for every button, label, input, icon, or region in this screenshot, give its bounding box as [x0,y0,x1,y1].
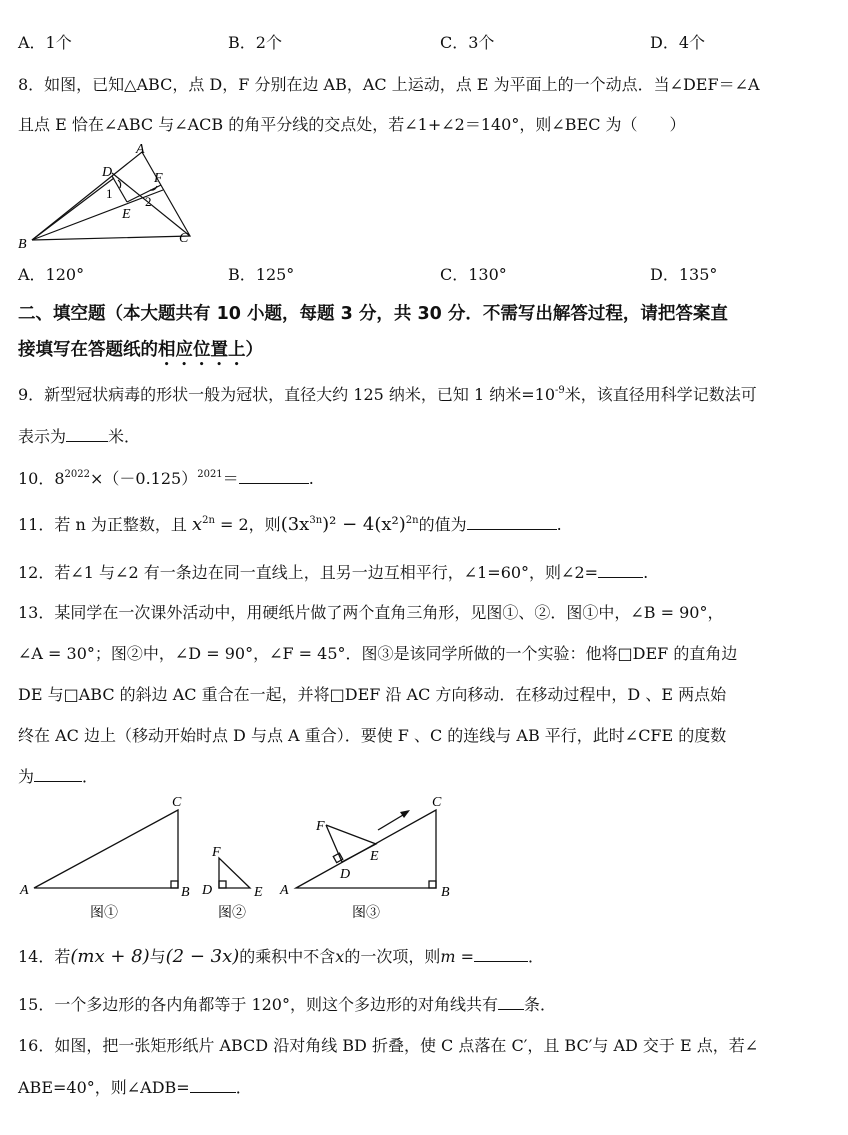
q11-expr-exp1: 3n [309,515,323,526]
q11-mid: ，则 [248,515,281,534]
section2-heading-line2 [18,336,263,370]
q14-pre: 14．若 [18,947,71,966]
q16-line2-post: ． [235,1078,252,1097]
q9-line2 [18,424,140,447]
svg-text:D: D [202,883,213,898]
q15-line [18,992,556,1015]
q14-answer-blank[interactable] [474,947,528,962]
q11-expr-mid: )² − 4(x²) [322,514,406,535]
q13-answer-blank[interactable] [34,767,82,782]
svg-text:E: E [254,885,263,900]
svg-text:F: F [316,819,325,834]
q9-answer-blank[interactable] [66,427,108,442]
q13-caption-1: 图① [90,906,118,921]
q7-option-c: C．3个 [440,33,495,52]
q10-line: 10．$8^{2022}\times(-0.125)^{2021}=$ . [18,469,314,488]
q12-answer-blank[interactable] [598,563,643,578]
q8-label-d: D [102,165,113,180]
q14-mid1: 与 [149,947,166,966]
q8-label-1: 1 [106,186,113,201]
q9-line2-post: 米． [108,427,141,446]
q8-label-b: B [18,237,27,250]
q8-text-line1: 8．如图，已知△ABC，点 D，F 分别在边 AB，AC 上运动，点 E 为平面上的一个动点．当∠DEF＝∠A [18,75,760,94]
svg-text:B: B [181,885,190,900]
q14-x: x [335,947,345,966]
q12-text: 12．若∠1 与∠2 有一条边在同一直线上，且另一边互相平行，∠1=60°，则∠2= [18,563,599,582]
q13-line4: 终在 AC 边上（移动开始时点 D 与点 A 重合）．要使 F 、C 的连线与 AB 平行，此时∠CFE 的度数 [18,726,727,745]
q11-cond-eq: = 2 [214,515,249,534]
svg-text:A: A [20,883,29,898]
q13-figures [14,790,454,925]
q14-mid2: 的乘积中不含 [239,947,336,966]
q13-line1: 13．某同学在一次课外活动中，用硬纸片做了两个直角三角形，见图①、②．图①中，∠B = 90°， [18,603,724,622]
svg-text:A: A [280,883,289,898]
q10-mid: ×（－0.125） [90,469,198,488]
svg-text:D: D [340,867,351,882]
q8-figure [14,140,204,250]
q10-exp1: 2022 [64,469,90,480]
q14-line [18,944,544,967]
q8-label-c: C [179,231,189,246]
q11-expr: (3x [280,514,310,535]
q9-exponent: -9 [555,385,565,396]
q16-line2-pre: ABE=40°，则∠ADB= [18,1078,190,1097]
section2-line2-post: ） [245,340,263,360]
q11-cond-exp: 2n [202,515,215,526]
q8-option-a: A．120° [18,265,85,284]
q9-line1 [18,382,757,405]
q16-answer-blank[interactable] [190,1078,236,1093]
q13-line3: DE 与□ABC 的斜边 AC 重合在一起，并将□DEF 沿 AC 方向移动．在移动过程中，D 、E 两点始 [18,685,727,704]
q15-pre: 15．一个多边形的各内角都等于 120°，则这个多边形的对角线共有 [18,995,498,1014]
q13-line2: ∠A = 30°；图②中，∠D = 90°，∠F = 45°．图③是该同学所做的一个实验：他将□DEF 的直角边 [18,644,738,663]
q14-expr2: (2 − 3x) [165,946,240,967]
q13-caption-3: 图③ [352,906,380,921]
q10-post: ＝ [222,469,239,488]
q14-expr1: (mx + 8) [70,946,150,967]
q8-option-c: C．130° [440,265,507,284]
q10-pre: 10．8 [18,469,65,488]
section2-heading-line1: 二、填空题（本大题共有 10 小题，每题 3 分，共 30 分．不需写出解答过程，请把答案直 [18,304,728,324]
q11-expr-exp2: 2n [405,515,419,526]
q15-post: 条． [524,995,557,1014]
q11-post: 的值为 [418,515,467,534]
q11-cond-x: x [191,514,203,535]
q13-caption-2: 图② [218,906,246,921]
q8-option-d: D．135° [650,265,718,284]
svg-text:C: C [432,795,442,810]
q8-text-line2: 且点 E 恰在∠ABC 与∠ACB 的角平分线的交点处，若∠1+∠2＝140°，则∠BEC 为（ ） [18,115,686,134]
q9-line2-pre: 表示为 [18,427,67,446]
q7-option-a: A．1个 [18,33,72,52]
q16-line1: 16．如图，把一张矩形纸片 ABCD 沿对角线 BD 折叠，使 C 点落在 C′，且 BC′与 AD 交于 E 点，若∠ [18,1036,759,1055]
q7-options [18,30,838,52]
q8-label-a: A [136,142,145,157]
q12-line: 12．若∠1 与∠2 有一条边在同一直线上，且另一边互相平行，∠1=60°，则∠2= . [18,563,649,582]
section2-line2-dotted: 相应位置上 [158,340,246,360]
q10-exp2: 2021 [197,469,223,480]
section2-line2-pre: 接填写在答题纸的 [18,340,158,360]
q11-pre: 11．若 n 为正整数，且 [18,515,187,534]
q8-label-e: E [122,207,131,222]
q9-line1-pre: 9．新型冠状病毒的形状一般为冠状，直径大约 125 纳米，已知 1 纳米=10 [18,385,556,404]
q14-m: m = [440,947,475,966]
svg-text:C: C [172,795,182,810]
q10-answer-blank[interactable] [239,469,309,484]
q8-option-b: B．125° [228,265,295,284]
q8-label-2: 2 [145,194,152,209]
q8-options [18,262,838,284]
q15-answer-blank[interactable] [498,995,524,1010]
q9-line1-post: 米，该直径用科学记数法可 [564,385,757,404]
q7-option-b: B．2个 [228,33,282,52]
svg-text:E: E [370,849,379,864]
q16-line2 [18,1075,252,1098]
q11-line: 11．若 n 为正整数，且 $x^{2n} = 2$，则$(3x^{3n})^2 - 4(x^2)^{2n}$的值为 . [18,514,562,535]
svg-text:B: B [441,885,450,900]
q13-line5-post: ． [82,767,99,786]
q13-fig3-arrow-icon [400,810,410,818]
q11-answer-blank[interactable] [467,515,557,530]
q13-line5-pre: 为 [18,767,35,786]
q14-mid3: 的一次项，则 [344,947,441,966]
q13-line5 [18,764,98,787]
q7-option-d: D．4个 [650,33,706,52]
q14-post: ． [528,947,545,966]
svg-text:F: F [212,845,221,860]
q8-label-f: F [154,171,163,186]
